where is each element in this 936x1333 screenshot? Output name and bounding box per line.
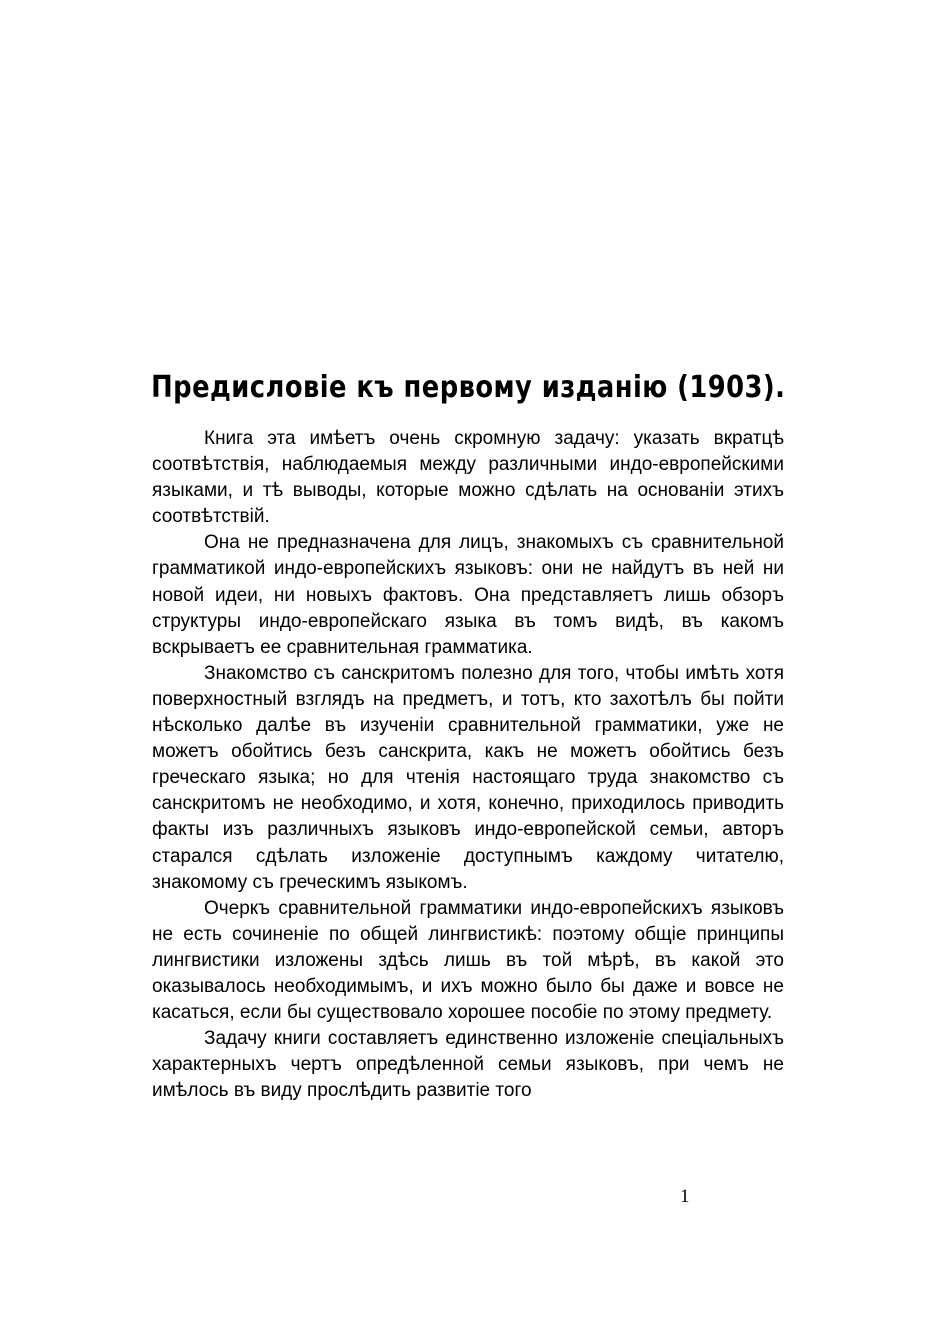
preface-body [152,426,784,1104]
paragraph-3: Знакомство съ санскритомъ полезно для того, чтобы имѣть хотя поверхностный взглядъ на предметъ, и тотъ, кто захотѣлъ бы пойти нѣсколько далѣе въ изученіи сравнительной грамматики, уже не можетъ обойтись безъ санскрита, какъ не можетъ обойтись безъ греческаго языка; но для чтенія настоящаго труда знакомство съ санскритомъ не необходимо, и хотя, конечно, приходилось приводить факты изъ различныхъ языковъ индо-европейской семьи, авторъ старался сдѣлать изложеніе доступнымъ каждому читателю, знакомому съ греческимъ языкомъ. [152,662,784,893]
preface-title: Предисловіе къ первому изданію (1903). [151,370,786,405]
paragraph-1: Книга эта имѣетъ очень скромную задачу: указать вкратцѣ соотвѣтствія, наблюдаемыя между различными индо-европейскими языками, и тѣ выводы, которые можно сдѣлать на основаніи этихъ соотвѣтствій. [152,428,784,528]
page-number: 1 [680,1186,690,1207]
paragraph-5: Задачу книги составляетъ единственно изложеніе спеціальныхъ характерныхъ чертъ опредѣленной семьи языковъ, при чемъ не имѣлось въ виду прослѣдить развитіе того [152,1028,784,1102]
paragraph-2: Она не предназначена для лицъ, знакомыхъ съ сравнительной грамматикой индо-европейскихъ языковъ: они не найдутъ въ ней ни новой идеи, ни новыхъ фактовъ. Она представляетъ лишь обзоръ структуры индо-европейскаго языка въ томъ видѣ, въ какомъ вскрываетъ ее сравнительная грамматика. [152,532,784,658]
paragraph-4: Очеркъ сравнительной грамматики индо-европейскихъ языковъ не есть сочиненіе по общей лингвистикѣ: поэтому общіе принципы лингвистики изложены здѣсь лишь въ той мѣрѣ, въ какой это оказывалось необходимымъ, и ихъ можно было бы даже и вовсе не касаться, если бы существовало хорошее пособіе по этому предмету. [152,897,784,1024]
